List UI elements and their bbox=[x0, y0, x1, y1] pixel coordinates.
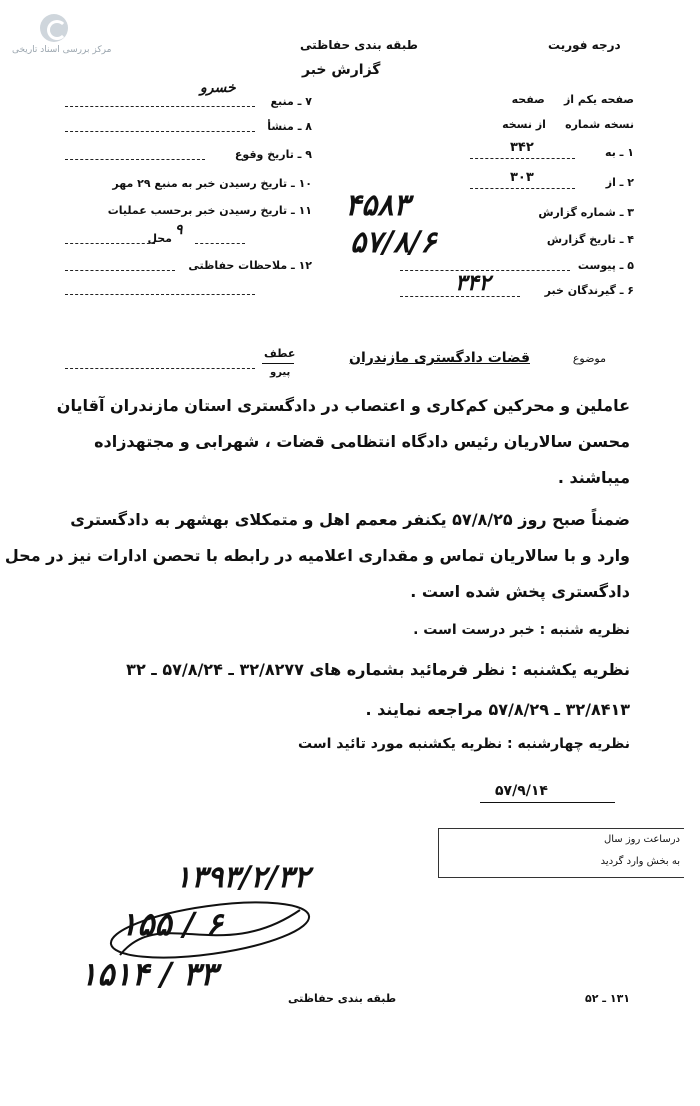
page-number-field: صفحه یکم از صفحه bbox=[511, 93, 634, 106]
source-receipt-date-label: ۱۰ ـ تاریخ رسیدن خبر به منبع ۲۹ مهر bbox=[112, 177, 312, 190]
report-number-label: ۳ ـ شماره گزارش bbox=[538, 206, 634, 219]
subject-value: قضات دادگستری مازندران bbox=[349, 350, 530, 366]
body-line: ضمناً صبح روز ۵۷/۸/۲۵ یکنفر معمم اهل و متمکلای بهشهر به دادگستری bbox=[70, 510, 630, 529]
handwritten-signature: ۱۵۵ / ۶ bbox=[120, 905, 223, 943]
source-value: خسرو bbox=[200, 80, 236, 96]
copy-number-field: نسخه شماره از نسخه bbox=[502, 118, 634, 131]
follow-up-label: پیرو bbox=[270, 367, 291, 378]
body-line: عاملین و محرکین کم‌کاری و اعتصاب در دادگستری استان مازندران آقایان bbox=[56, 396, 630, 415]
form-number: ۱۳۱ ـ ۵۲ bbox=[585, 992, 631, 1005]
report-title: گزارش خبر bbox=[302, 62, 381, 78]
origin-label: ۸ ـ منشأ bbox=[267, 120, 312, 133]
reference-label: عطف bbox=[264, 347, 296, 360]
from-field-label: ۲ ـ از bbox=[605, 176, 634, 189]
from-field-value: ۳۰۳ bbox=[510, 170, 534, 185]
signature-scribble-icon bbox=[100, 895, 320, 965]
report-date-label: ۴ ـ تاریخ گزارش bbox=[546, 233, 634, 246]
location-label: محل bbox=[147, 232, 172, 245]
recipients-label: ۶ ـ گیرندگان خبر bbox=[544, 284, 634, 297]
classification-header: طبقه بندی حفاظتی bbox=[300, 38, 418, 52]
archive-logo-icon bbox=[40, 14, 68, 42]
distribution-time-row: درساعت روز سال bbox=[603, 834, 680, 845]
comment-wednesday: نظریه چهارشنبه : نظریه یکشنبه مورد تائید است bbox=[298, 736, 630, 752]
body-line: وارد و با سالاریان تماس و مقداری اعلامیه در رابطه با تحصن ادارات نیز در محل bbox=[4, 546, 630, 565]
body-line: میباشند . bbox=[557, 468, 630, 487]
attachment-label: ۵ ـ پیوست bbox=[577, 259, 634, 272]
comment-saturday: نظریه شنبه : خبر درست است . bbox=[413, 622, 630, 638]
location-value: ۹ bbox=[175, 222, 183, 238]
handwritten-signature: ۱۳۹۳/۲/۳۲ bbox=[175, 860, 310, 895]
subject-label: موضوع bbox=[572, 352, 606, 365]
event-date-label: ۹ ـ تاریخ وقوع bbox=[234, 148, 312, 161]
body-line: محسن سالاریان رئیس دادگاه انتظامی قضات ، شهرابی و مجتهدزاده bbox=[94, 432, 630, 451]
date-stamp: ۵۷/۹/۱۴ bbox=[495, 783, 548, 799]
priority-label: درجه فوریت bbox=[548, 38, 621, 52]
comment-sunday-continued: ۳۲/۸۴۱۳ ـ ۵۷/۸/۲۹ مراجعه نمایند . bbox=[365, 700, 630, 719]
security-notes-label: ۱۲ ـ ملاحظات حفاظتی bbox=[188, 259, 312, 272]
report-number-value: ۴۵۸۳ bbox=[345, 188, 410, 223]
to-field-label: ۱ ـ به bbox=[605, 146, 634, 159]
archive-watermark-text: مرکز بررسی اسناد تاریخی bbox=[12, 45, 112, 55]
recipients-value: ۳۴۲ bbox=[455, 270, 491, 296]
comment-sunday: نظریه یکشنبه : نظر فرمائید بشماره های ۳۲/۸۲۷۷ ـ ۵۷/۸/۲۴ ـ ۳۲ bbox=[126, 660, 630, 679]
handwritten-signature: ۱۵۱۴ / ۳۳ bbox=[80, 955, 218, 993]
distribution-section-row: به بخش وارد گردید bbox=[600, 856, 680, 867]
operations-date-label: ۱۱ ـ تاریخ رسیدن خبر برحسب عملیات bbox=[107, 204, 312, 217]
body-line: دادگستری پخش شده است . bbox=[410, 582, 630, 601]
to-field-value: ۳۴۲ bbox=[510, 140, 534, 155]
footer-classification: طبقه بندی حفاظتی bbox=[288, 992, 397, 1005]
report-date-value: ۵۷/۸/۶ bbox=[350, 225, 437, 260]
source-label: ۷ ـ منبع bbox=[270, 95, 312, 108]
